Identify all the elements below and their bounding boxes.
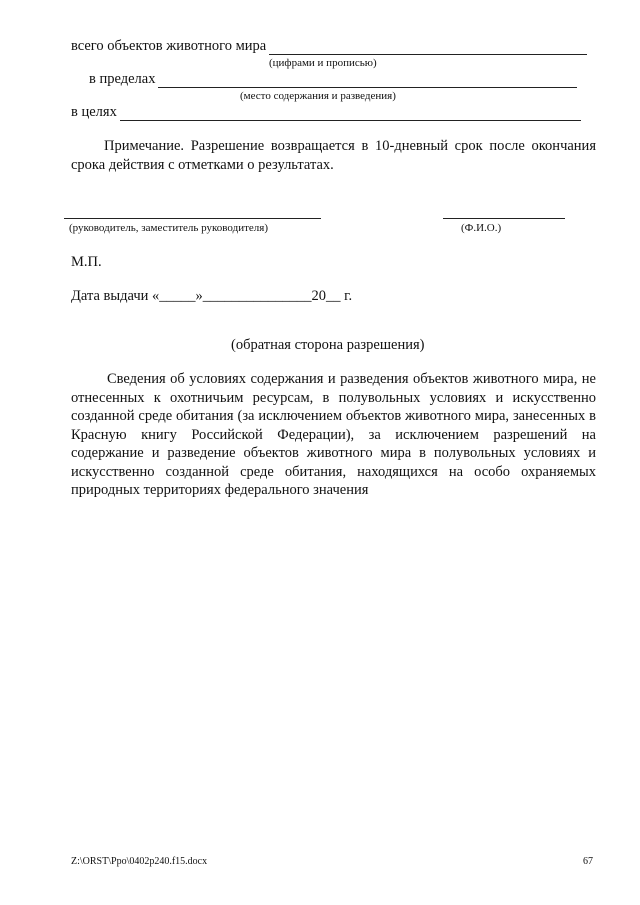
form-row-total-objects xyxy=(71,38,587,55)
issue-date: Дата выдачи «_____»_______________20__ г. xyxy=(71,288,353,304)
location-caption: (место содержания и разведения) xyxy=(240,90,396,102)
signature-right-caption: (Ф.И.О.) xyxy=(461,222,502,234)
signature-left-caption: (руководитель, заместитель руководителя) xyxy=(69,222,268,234)
purpose-field[interactable] xyxy=(120,107,581,121)
total-objects-caption: (цифрами и прописью) xyxy=(269,57,377,69)
note-paragraph: Примечание. Разрешение возвращается в 10-дневный срок после окончания срока действия с отметками о результатах. xyxy=(71,138,596,173)
signature-line-left[interactable] xyxy=(64,218,321,219)
reverse-paragraph: Сведения об условиях содержания и разведения объектов животного мира, не отнесенных к охотничьим ресурсам, в полувольных условиях и искусственно созданной среде обитания (за исключением объектов животного мира, занесенных в Красную книгу Российской Федерации), за исключением разрешений на содержание и разведение объектов животного мира в полувольных условиях и искусственно созданной среде обитания, находящихся на особо охраняемых природных территориях федерального значения xyxy=(71,371,596,498)
footer-page-number: 67 xyxy=(583,856,593,867)
form-row-location xyxy=(89,71,577,88)
seal-mark: М.П. xyxy=(71,254,102,270)
total-objects-field[interactable] xyxy=(269,41,587,55)
footer-file-path: Z:\ORST\Ppo\0402p240.f15.docx xyxy=(71,856,208,867)
reverse-side-heading: (обратная сторона разрешения) xyxy=(231,337,425,353)
form-row-purpose xyxy=(71,104,581,121)
signature-line-right[interactable] xyxy=(443,218,565,219)
purpose-label: в целях xyxy=(71,104,117,120)
location-field[interactable] xyxy=(158,74,577,88)
location-label: в пределах xyxy=(89,71,156,87)
total-objects-label: всего объектов животного мира xyxy=(71,38,267,54)
